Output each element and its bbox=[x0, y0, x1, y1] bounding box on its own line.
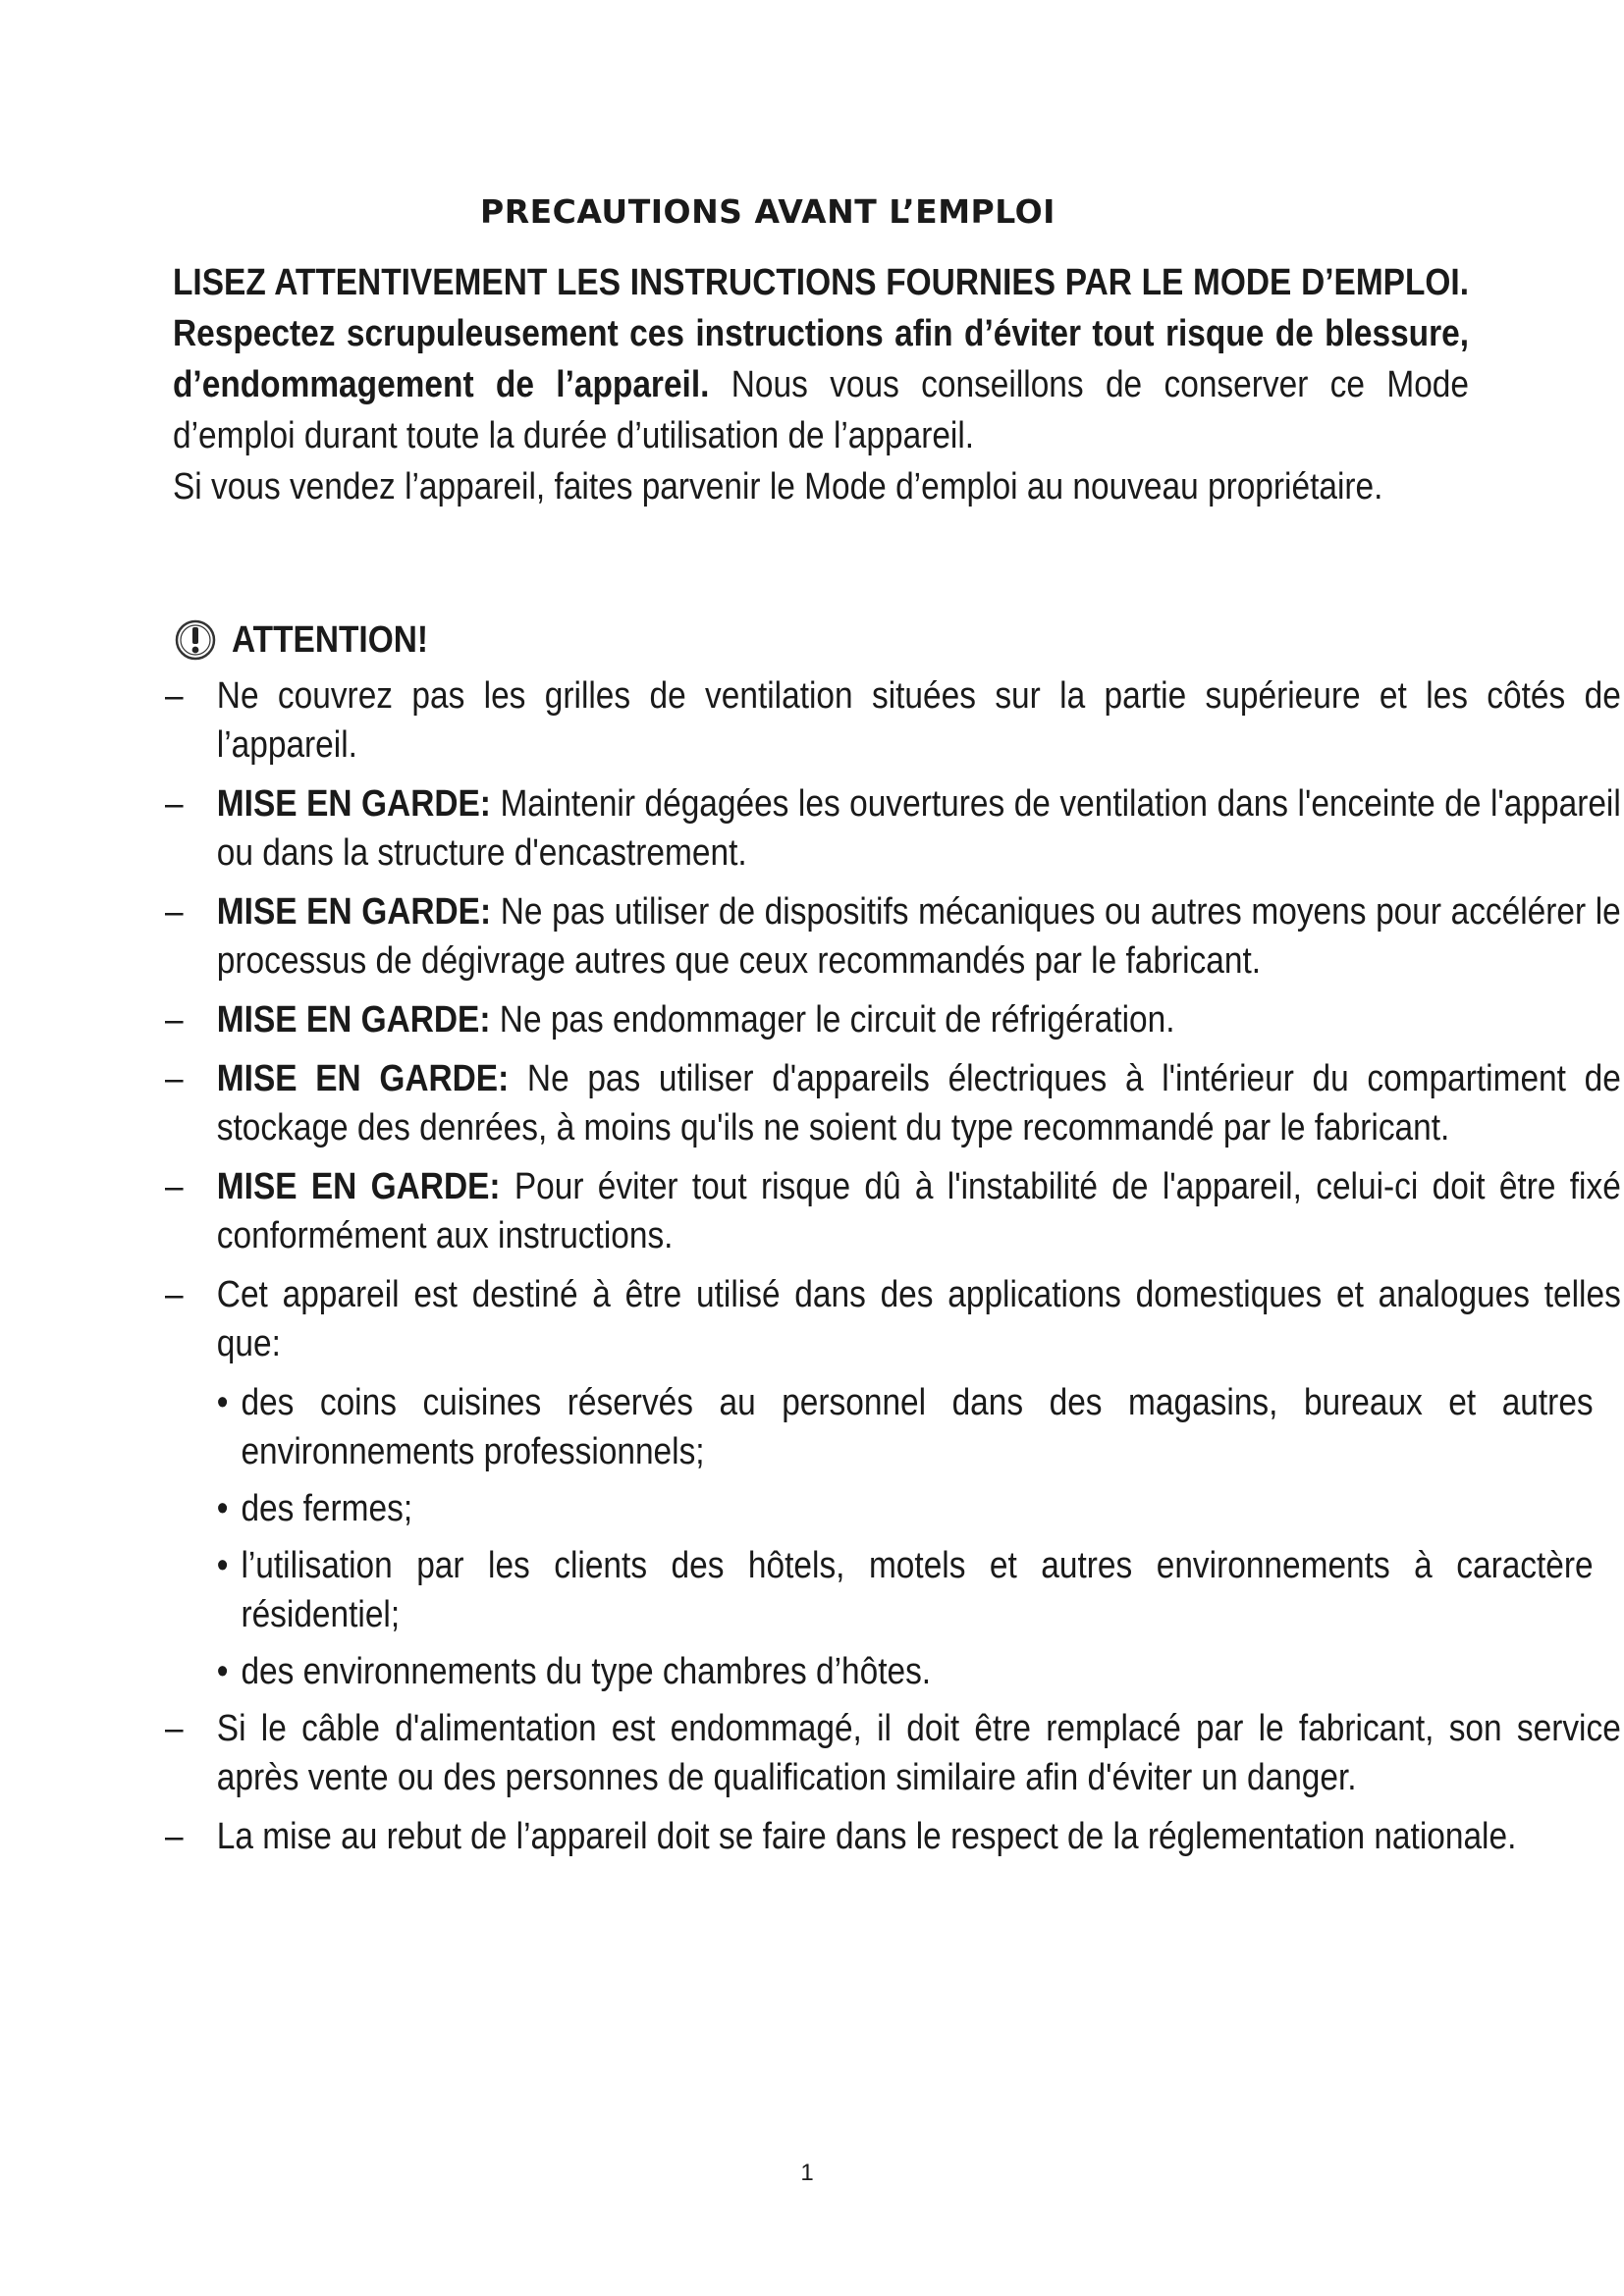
item-bold-label: MISE EN GARDE: bbox=[216, 1058, 510, 1099]
bullet-marker: • bbox=[216, 1382, 229, 1423]
intro-text: Nous vous conseillons de conserver ce Mode d’emploi durant toute la durée d’utilisation de l’appareil. bbox=[173, 364, 1469, 456]
dash-marker: – bbox=[165, 1708, 184, 1749]
item-text: Si le câble d'alimentation est endommagé, il doit être remplacé par le fabricant, son service après vente ou des personnes de qualification similaire afin d'éviter un danger. bbox=[216, 1708, 1621, 1798]
dash-marker: – bbox=[165, 1166, 184, 1207]
list-item bbox=[165, 1812, 1621, 1861]
item-text: Ne couvrez pas les grilles de ventilation situées sur la partie supérieure et les côtés de l’appareil. bbox=[216, 675, 1621, 766]
item-bold-label: MISE EN GARDE: bbox=[216, 783, 491, 825]
sub-item-text: l’utilisation par les clients des hôtels, motels et autres environnements à caractère résidentiel; bbox=[241, 1545, 1594, 1635]
list-item bbox=[165, 1704, 1621, 1802]
intro-bold-text: LISEZ ATTENTIVEMENT LES INSTRUCTIONS FOURNIES PAR LE MODE D’EMPLOI. Respectez scrupuleusement ces instructions afin d’éviter tout risque de blessure, d’endommagement de l’appareil. bbox=[173, 262, 1469, 405]
list-item bbox=[165, 1054, 1621, 1152]
item-text: Ne pas endommager le circuit de réfrigération. bbox=[490, 999, 1175, 1041]
warning-icon bbox=[173, 617, 218, 663]
dash-marker: – bbox=[165, 1274, 184, 1315]
sub-item-text: des coins cuisines réservés au personnel dans des magasins, bureaux et autres environnements professionnels; bbox=[241, 1382, 1594, 1472]
list-item bbox=[165, 887, 1621, 986]
sub-list-item bbox=[217, 1378, 1594, 1476]
sub-list-item bbox=[217, 1541, 1594, 1639]
list-item bbox=[165, 1162, 1621, 1260]
dash-marker: – bbox=[165, 891, 184, 933]
item-text: La mise au rebut de l’appareil doit se faire dans le respect de la réglementation nationale. bbox=[216, 1816, 1517, 1857]
item-text: Pour éviter tout risque dû à l'instabilité de l'appareil, celui-ci doit être fixé conformément aux instructions. bbox=[216, 1166, 1621, 1256]
page-title: PRECAUTIONS AVANT L’EMPLOI bbox=[480, 192, 1056, 231]
sub-list-item bbox=[217, 1647, 1594, 1696]
sub-item-text: des environnements du type chambres d’hôtes. bbox=[241, 1651, 932, 1692]
bullet-marker: • bbox=[216, 1545, 229, 1586]
item-text: Ne pas utiliser d'appareils électriques à l'intérieur du compartiment de stockage des denrées, à moins qu'ils ne soient du type recommandé par le fabricant. bbox=[216, 1058, 1621, 1148]
bullet-marker: • bbox=[216, 1488, 229, 1529]
intro-paragraph bbox=[173, 257, 1469, 512]
intro-resale-text: Si vous vendez l’appareil, faites parvenir le Mode d’emploi au nouveau propriétaire. bbox=[173, 466, 1383, 507]
item-bold-label: MISE EN GARDE: bbox=[216, 999, 491, 1041]
list-item bbox=[165, 995, 1621, 1044]
page-number: 1 bbox=[800, 2160, 814, 2186]
precautions-list bbox=[165, 671, 1624, 1871]
item-bold-label: MISE EN GARDE: bbox=[216, 891, 492, 933]
item-text: Maintenir dégagées les ouvertures de ventilation dans l'enceinte de l'appareil ou dans la structure d'encastrement. bbox=[216, 783, 1621, 874]
dash-marker: – bbox=[165, 999, 184, 1041]
item-text: Ne pas utiliser de dispositifs mécaniques ou autres moyens pour accélérer le processus de dégivrage autres que ceux recommandés par le fabricant. bbox=[216, 891, 1621, 982]
dash-marker: – bbox=[165, 783, 184, 825]
sub-list-item bbox=[217, 1484, 1594, 1533]
dash-marker: – bbox=[165, 1058, 184, 1099]
list-item bbox=[165, 671, 1621, 770]
list-item bbox=[165, 779, 1621, 878]
dash-marker: – bbox=[165, 1816, 184, 1857]
attention-label: ATTENTION! bbox=[232, 618, 428, 661]
item-bold-label: MISE EN GARDE: bbox=[216, 1166, 501, 1207]
attention-heading bbox=[173, 611, 455, 669]
dash-marker: – bbox=[165, 675, 184, 717]
item-text: Cet appareil est destiné à être utilisé dans des applications domestiques et analogues telles que: bbox=[216, 1274, 1621, 1364]
sub-item-text: des fermes; bbox=[241, 1488, 413, 1529]
bullet-marker: • bbox=[216, 1651, 229, 1692]
list-item bbox=[165, 1270, 1621, 1368]
